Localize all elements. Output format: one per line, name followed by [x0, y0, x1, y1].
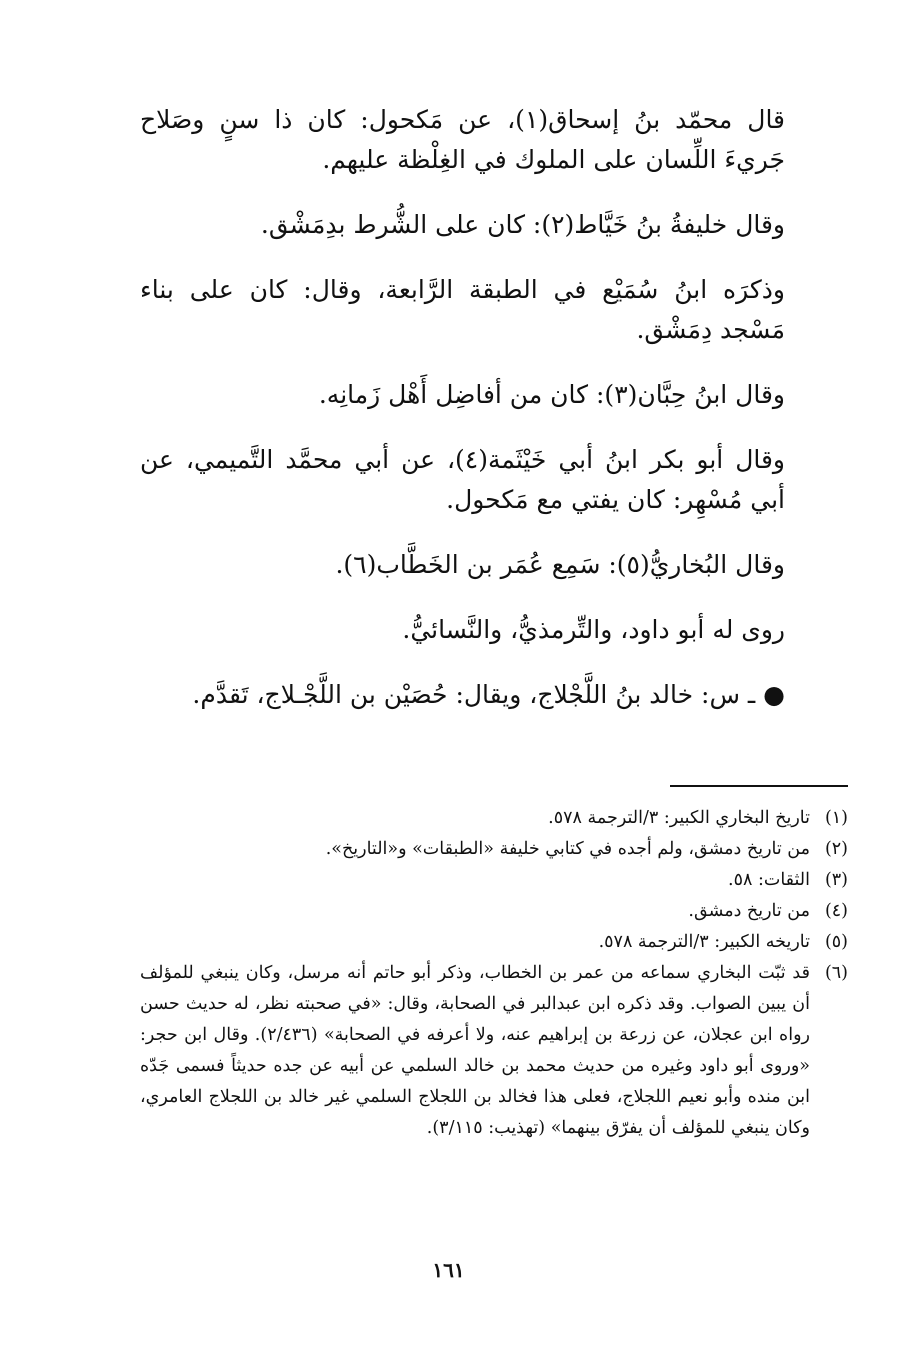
paragraph-2: وقال خليفةُ بنُ خَيَّاط(٢): كان على الشُّرط بدِمَشْق.	[260, 210, 785, 239]
paragraph-5: وقال أبو بكر ابنُ أبي خَيْثَمة(٤)، عن أبي محمَّد التَّميمي، عن أبي مُسْهِر: كان يفتي مع مَكحول.	[140, 445, 786, 514]
footnote-text: تاريخ البخاري الكبير: ٣/الترجمة ٥٧٨.	[548, 808, 810, 828]
footnote-number: (٦)	[824, 963, 848, 983]
footnote-3	[140, 865, 848, 896]
paragraph-4: وقال ابنُ حِبَّان(٣): كان من أفاضِل أَهْل زَمانِه.	[318, 380, 785, 409]
footnotes	[140, 803, 848, 1144]
footnote-1	[140, 803, 848, 834]
paragraph-6: وقال البُخاريُّ(٥): سَمِع عُمَر بن الخَطَّاب(٦).	[335, 550, 785, 579]
footnote-number: (٤)	[824, 901, 848, 921]
paragraph-1: قال محمّد بنُ إسحاق(١)، عن مَكحول: كان ذا سنٍ وصَلاح جَريءَ اللِّسان على الملوك في الغِلْظة عليهم.	[140, 105, 786, 174]
footnote-number: (٢)	[824, 839, 848, 859]
footnote-text: الثقات: ٥٨.	[728, 870, 810, 890]
footnote-text: من تاريخ دمشق.	[688, 901, 810, 921]
footnote-2	[140, 834, 848, 865]
footnote-5	[140, 927, 848, 958]
footnote-number: (٥)	[824, 932, 848, 952]
footnote-4	[140, 896, 848, 927]
main-text	[140, 100, 785, 740]
footnote-divider	[670, 785, 848, 787]
footnote-text: من تاريخ دمشق، ولم أجده في كتابي خليفة «الطبقات» و«التاريخ».	[325, 839, 810, 859]
footnote-number: (١)	[824, 808, 848, 828]
paragraph-8-entry: ● ـ س: خالد بنُ اللَّجْلاج، ويقال: حُصَيْن بن اللَّجْـلاج، تَقدَّم.	[192, 680, 785, 709]
footnote-6	[140, 958, 848, 1144]
page-number: ١٦١	[432, 1258, 465, 1282]
footnote-text: قد ثبّت البخاري سماعه من عمر بن الخطاب، وذكر أبو حاتم أنه مرسل، وكان ينبغي للمؤلف أن يبين الصواب. وقد ذكره ابن عبدالبر في الصحابة، وقال: «في صحبته نظر، له حديث حسن رواه ابن عجلان، عن زرعة بن إبراهيم عنه، ولا أعرفه في الصحابة» (٢/٤٣٦). وقال ابن حجر: «وروى أبو داود وغيره من حديث محمد بن خالد السلمي عن أبيه عن جده حديثاً فسمى جَدّه ابن منده وأبو نعيم اللجلاج، فعلى هذا فخالد بن اللجلاج السلمي غير خالد بن اللجلاج العامري، وكان ينبغي للمؤلف أن يفرّق بينهما» (تهذيب: ٣/١١٥).	[140, 963, 810, 1138]
paragraph-3: وذكرَه ابنُ سُمَيْع في الطبقة الرَّابعة، وقال: كان على بناء مَسْجد دِمَشْق.	[140, 275, 785, 344]
paragraph-7: روى له أبو داود، والتِّرمذيُّ، والنَّسائيُّ.	[402, 615, 785, 644]
footnote-number: (٣)	[824, 870, 848, 890]
footnote-text: تاريخه الكبير: ٣/الترجمة ٥٧٨.	[598, 932, 810, 952]
